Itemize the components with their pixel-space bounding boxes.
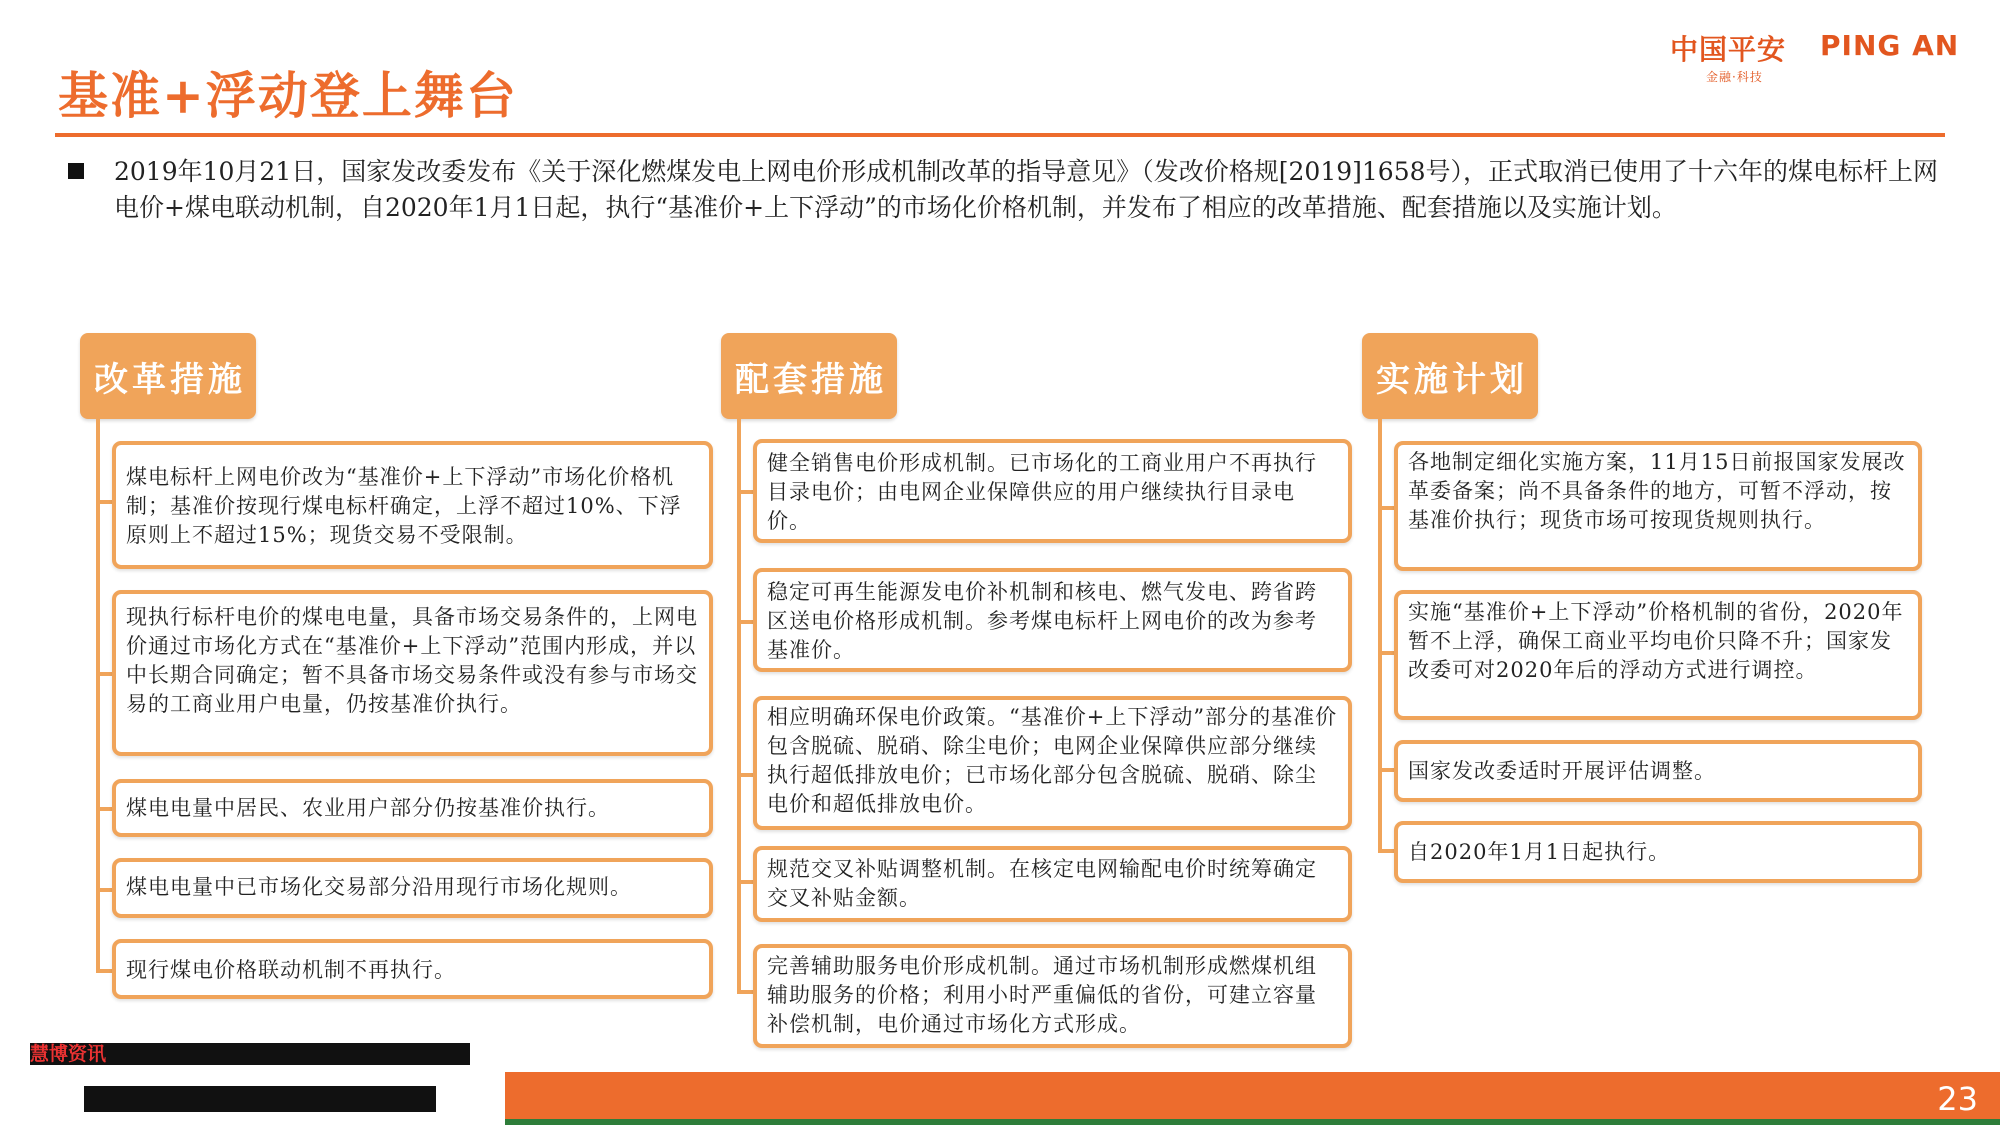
title-divider bbox=[55, 133, 1945, 137]
logo-tagline: 金融·科技 bbox=[1706, 70, 1763, 84]
column-plan-heading: 实施计划 bbox=[1362, 333, 1538, 419]
reform-item: 煤电电量中居民、农业用户部分仍按基准价执行。 bbox=[112, 779, 713, 837]
supporting-item: 完善辅助服务电价形成机制。通过市场机制形成燃煤机组辅助服务的价格；利用小时严重偏低的省份，可建立容量补偿机制，电价通过市场化方式形成。 bbox=[753, 944, 1352, 1048]
watermark-source: 慧博资讯 bbox=[30, 1043, 470, 1065]
logo-chinese: 中国平安 bbox=[1670, 33, 1787, 66]
supporting-item: 健全销售电价形成机制。已市场化的工商业用户不再执行目录电价；由电网企业保障供应的用户继续执行目录电价。 bbox=[753, 439, 1352, 543]
intro-text: 2019年10月21日，国家发改委发布《关于深化燃煤发电上网电价形成机制改革的指导意见》（发改价格规[2019]1658号），正式取消已使用了十六年的煤电标杆上网电价+煤电联动机制，自2020年1月1日起，执行“基准价+上下浮动”的市场化价格机制，并发布了相应的改革措施、配套措施以及实施计划。 bbox=[114, 157, 1939, 222]
supporting-item: 规范交叉补贴调整机制。在核定电网输配电价时统筹确定交叉补贴金额。 bbox=[753, 846, 1352, 922]
column-supporting-heading: 配套措施 bbox=[721, 333, 897, 419]
reform-item: 现执行标杆电价的煤电电量，具备市场交易条件的，上网电价通过市场化方式在“基准价+上下浮动”范围内形成，并以中长期合同确定；暂不具备市场交易条件或没有参与市场交易的工商业用户电量，仍按基准价执行。 bbox=[112, 590, 713, 756]
footer-bar bbox=[505, 1072, 2000, 1125]
square-bullet-icon bbox=[68, 163, 84, 179]
footer-green-stripe bbox=[505, 1119, 2000, 1125]
reform-item: 现行煤电价格联动机制不再执行。 bbox=[112, 939, 713, 999]
supporting-item: 相应明确环保电价政策。“基准价+上下浮动”部分的基准价包含脱硫、脱硝、除尘电价；电网企业保障供应部分继续执行超低排放电价；已市场化部分包含脱硫、脱硝、除尘电价和超低排放电价。 bbox=[753, 696, 1352, 830]
column-reform-heading: 改革措施 bbox=[80, 333, 256, 419]
logo-english: PING AN bbox=[1820, 29, 1960, 62]
column-plan-connector bbox=[1378, 419, 1382, 853]
supporting-item: 稳定可再生能源发电价补机制和核电、燃气发电、跨省跨区送电价格形成机制。参考煤电标杆上网电价的改为参考基准价。 bbox=[753, 568, 1352, 672]
plan-item: 实施“基准价+上下浮动”价格机制的省份，2020年暂不上浮，确保工商业平均电价只降不升；国家发改委可对2020年后的浮动方式进行调控。 bbox=[1394, 590, 1922, 720]
intro-paragraph bbox=[68, 154, 1948, 226]
redacted-note bbox=[84, 1086, 436, 1112]
plan-item: 自2020年1月1日起执行。 bbox=[1394, 821, 1922, 883]
brand-logo bbox=[1670, 28, 1980, 88]
reform-item: 煤电电量中已市场化交易部分沿用现行市场化规则。 bbox=[112, 858, 713, 918]
plan-item: 国家发改委适时开展评估调整。 bbox=[1394, 740, 1922, 802]
reform-item: 煤电标杆上网电价改为“基准价+上下浮动”市场化价格机制；基准价按现行煤电标杆确定，上浮不超过10%、下浮原则上不超过15%；现货交易不受限制。 bbox=[112, 441, 713, 569]
column-supporting-connector bbox=[737, 419, 741, 994]
plan-item: 各地制定细化实施方案，11月15日前报国家发展改革委备案；尚不具备条件的地方，可暂不浮动，按基准价执行；现货市场可按现货规则执行。 bbox=[1394, 441, 1922, 571]
page-title: 基准+浮动登上舞台 bbox=[58, 66, 518, 125]
page-number: 23 bbox=[1937, 1080, 1978, 1118]
